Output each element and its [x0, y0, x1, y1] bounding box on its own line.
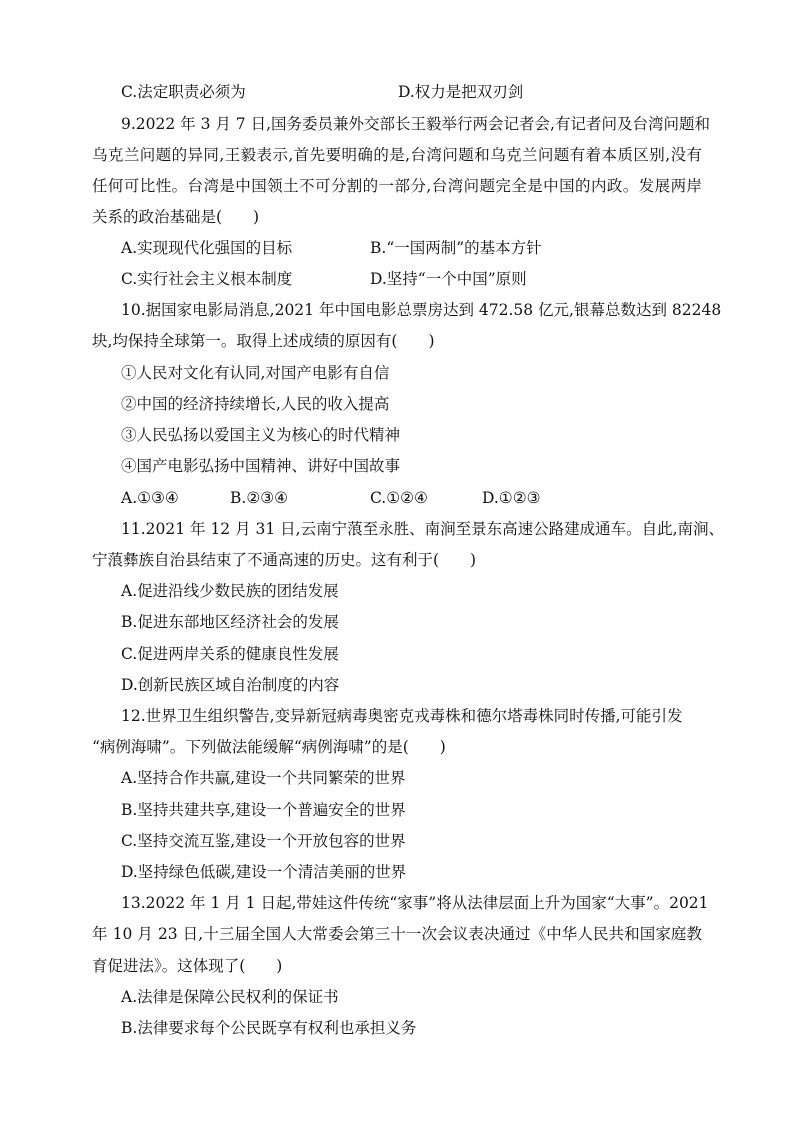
- q11-option-b: B.促进东部地区经济社会的发展: [121, 613, 339, 631]
- q12-option-a: A.坚持合作共赢,建设一个共同繁荣的世界: [121, 769, 406, 787]
- q9-stem-line-4: 关系的政治基础是( ): [92, 208, 260, 226]
- q10-option-b: B.②③④: [230, 489, 289, 507]
- q11-stem-line-2: 宁蒗彝族自治县结束了不通高速的历史。这有利于( ): [92, 551, 477, 569]
- q10-item-4: ④国产电影弘扬中国精神、讲好中国故事: [121, 457, 401, 475]
- q12-option-c: C.坚持交流互鉴,建设一个开放包容的世界: [121, 832, 406, 850]
- q9-option-a: A.实现现代化强国的目标: [121, 239, 293, 257]
- q9-option-d: D.坚持“一个中国”原则: [370, 270, 527, 288]
- q10-option-a: A.①③④: [121, 489, 179, 507]
- q12-option-d: D.坚持绿色低碳,建设一个清洁美丽的世界: [121, 863, 407, 881]
- q8-option-d: D.权力是把双刃剑: [398, 83, 524, 101]
- q13-stem-line-1: 13.2022 年 1 月 1 日起,带娃这件传统“家事”将从法律层面上升为国家“大事”。2021: [121, 894, 709, 912]
- q9-option-b: B.“一国两制”的基本方针: [370, 239, 542, 257]
- q9-stem-line-2: 乌克兰问题的异同,王毅表示,首先要明确的是,台湾问题和乌克兰问题有着本质区别,没有: [92, 146, 702, 164]
- q8-option-c: C.法定职责必须为: [121, 83, 246, 101]
- q9-stem-line-3: 任何可比性。台湾是中国领土不可分割的一部分,台湾问题完全是中国的内政。发展两岸: [92, 177, 702, 195]
- q13-stem-line-2: 年 10 月 23 日,十三届全国人大常委会第三十一次会议表决通过《中华人民共和国家庭教: [92, 925, 702, 943]
- q12-stem-line-2: “病例海啸”。下列做法能缓解“病例海啸”的是( ): [92, 738, 446, 756]
- q13-stem-line-3: 育促进法》。这体现了( ): [92, 957, 283, 975]
- q11-option-c: C.促进两岸关系的健康良性发展: [121, 645, 339, 663]
- q11-option-d: D.创新民族区域自治制度的内容: [121, 676, 340, 694]
- q13-option-b: B.法律要求每个公民既享有权利也承担义务: [121, 1019, 417, 1037]
- q10-option-c: C.①②④: [370, 489, 428, 507]
- q11-stem-line-1: 11.2021 年 12 月 31 日,云南宁蒗至永胜、南涧至景东高速公路建成通车。自此,南涧、: [121, 520, 725, 538]
- q13-option-a: A.法律是保障公民权利的保证书: [121, 988, 339, 1006]
- q12-stem-line-1: 12.世界卫生组织警告,变异新冠病毒奥密克戎毒株和德尔塔毒株同时传播,可能引发: [121, 707, 683, 725]
- q9-option-c: C.实行社会主义根本制度: [121, 270, 293, 288]
- q10-item-2: ②中国的经济持续增长,人民的收入提高: [121, 395, 390, 413]
- q10-option-d: D.①②③: [482, 489, 541, 507]
- q12-option-b: B.坚持共建共享,建设一个普遍安全的世界: [121, 801, 406, 819]
- q10-item-3: ③人民弘扬以爱国主义为核心的时代精神: [121, 426, 401, 444]
- q9-stem-line-1: 9.2022 年 3 月 7 日,国务委员兼外交部长王毅举行两会记者会,有记者问及台湾问题和: [121, 115, 710, 133]
- q10-stem-line-1: 10.据国家电影局消息,2021 年中国电影总票房达到 472.58 亿元,银幕总数达到 82248: [121, 301, 722, 319]
- q10-item-1: ①人民对文化有认同,对国产电影有自信: [121, 364, 390, 382]
- q11-option-a: A.促进沿线少数民族的团结发展: [121, 582, 339, 600]
- q10-stem-line-2: 块,均保持全球第一。取得上述成绩的原因有( ): [92, 332, 435, 350]
